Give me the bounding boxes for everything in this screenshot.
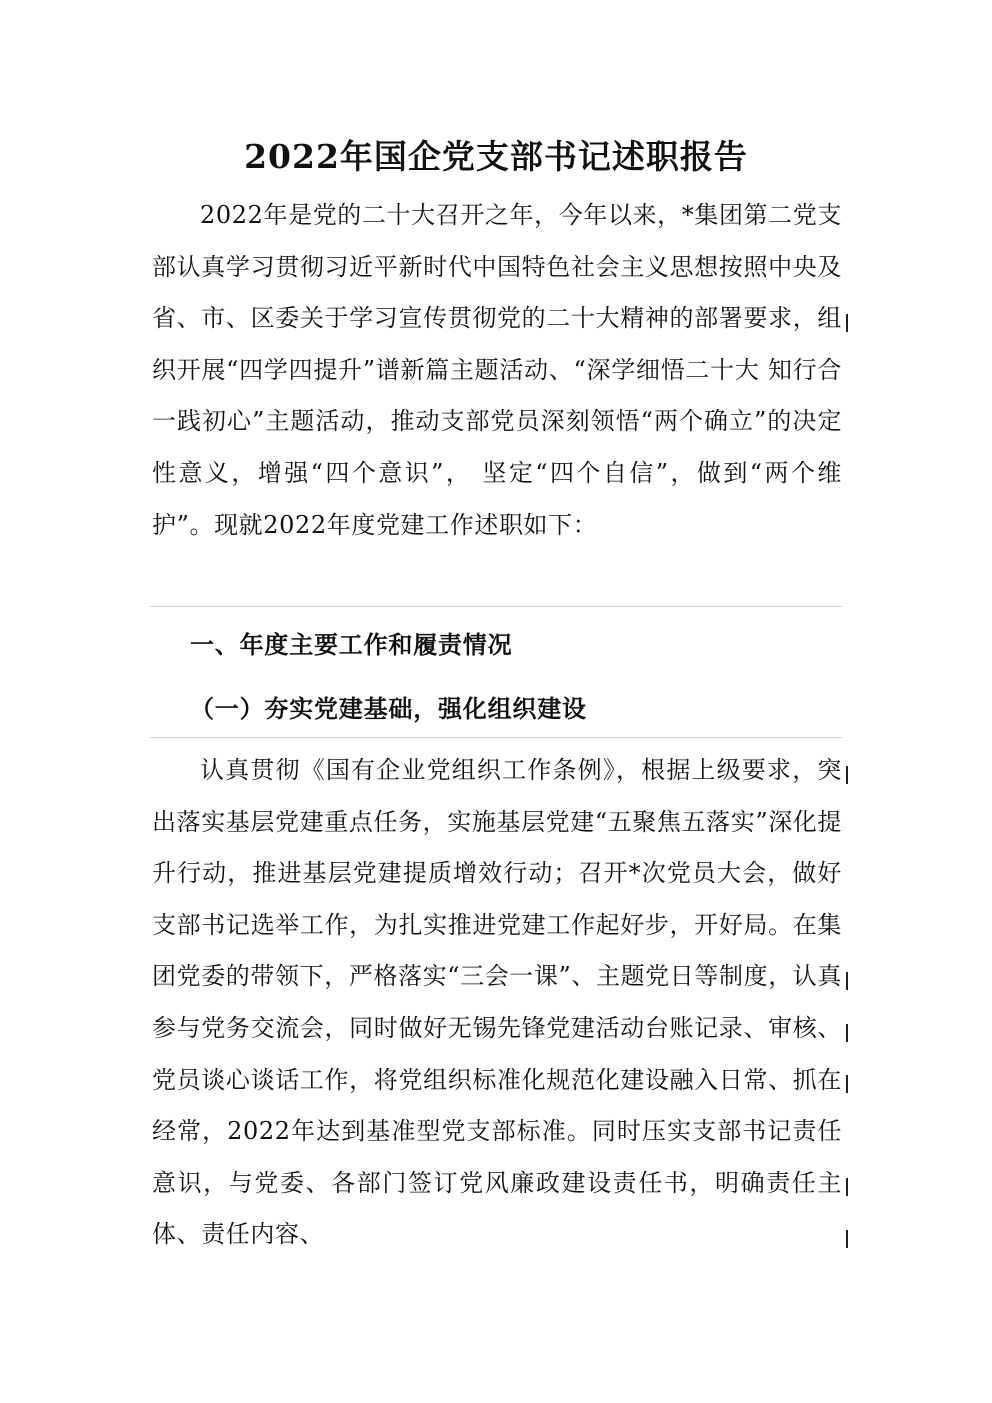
text-boundary-mark: [846, 1024, 848, 1042]
section-divider: [150, 606, 842, 607]
section-heading: 一、年度主要工作和履责情况: [190, 630, 513, 659]
document-title: 2022年国企党支部书记述职报告: [244, 137, 748, 176]
text-boundary-mark: [846, 314, 848, 332]
intro-paragraph: 2022年是党的二十大召开之年，今年以来，*集团第二党支部认真学习贯彻习近平新时代中国特色社会主义思想按照中央及省、市、区委关于学习宣传贯彻党的二十大精神的部署要求，组织开展“四学四提升”谱新篇主题活动、“深学细悟二十大 知行合一践初心”主题活动，推动支部党员深刻领悟“两个确立”的决定性意义，增强“四个意识”， 坚定“四个自信”，做到“两个维护”。现就2022年度党建工作述职如下：: [152, 201, 842, 539]
text-boundary-mark: [846, 1230, 848, 1248]
text-boundary-mark: [846, 1178, 848, 1196]
subsection-divider: [150, 737, 842, 738]
body-paragraph: 认真贯彻《国有企业党组织工作条例》，根据上级要求，突出落实基层党建重点任务，实施基层党建“五聚焦五落实”深化提升行动，推进基层党建提质增效行动；召开*次党员大会，做好支部书记选举工作，为扎实推进党建工作起好步，开好局。在集团党委的带领下，严格落实“三会一课”、主题党日等制度，认真参与党务交流会，同时做好无锡先锋党建活动台账记录、审核、党员谈心谈话工作，将党组织标准化规范化建设融入日常、抓在经常，2022年达到基准型党支部标准。同时压实支部书记责任意识，与党委、各部门签订党风廉政建设责任书，明确责任主体、责任内容、: [152, 756, 842, 1249]
subsection-heading: （一）夯实党建基础，强化组织建设: [190, 694, 587, 723]
text-boundary-mark: [846, 766, 848, 784]
text-boundary-mark: [846, 1075, 848, 1093]
text-boundary-mark: [846, 972, 848, 990]
